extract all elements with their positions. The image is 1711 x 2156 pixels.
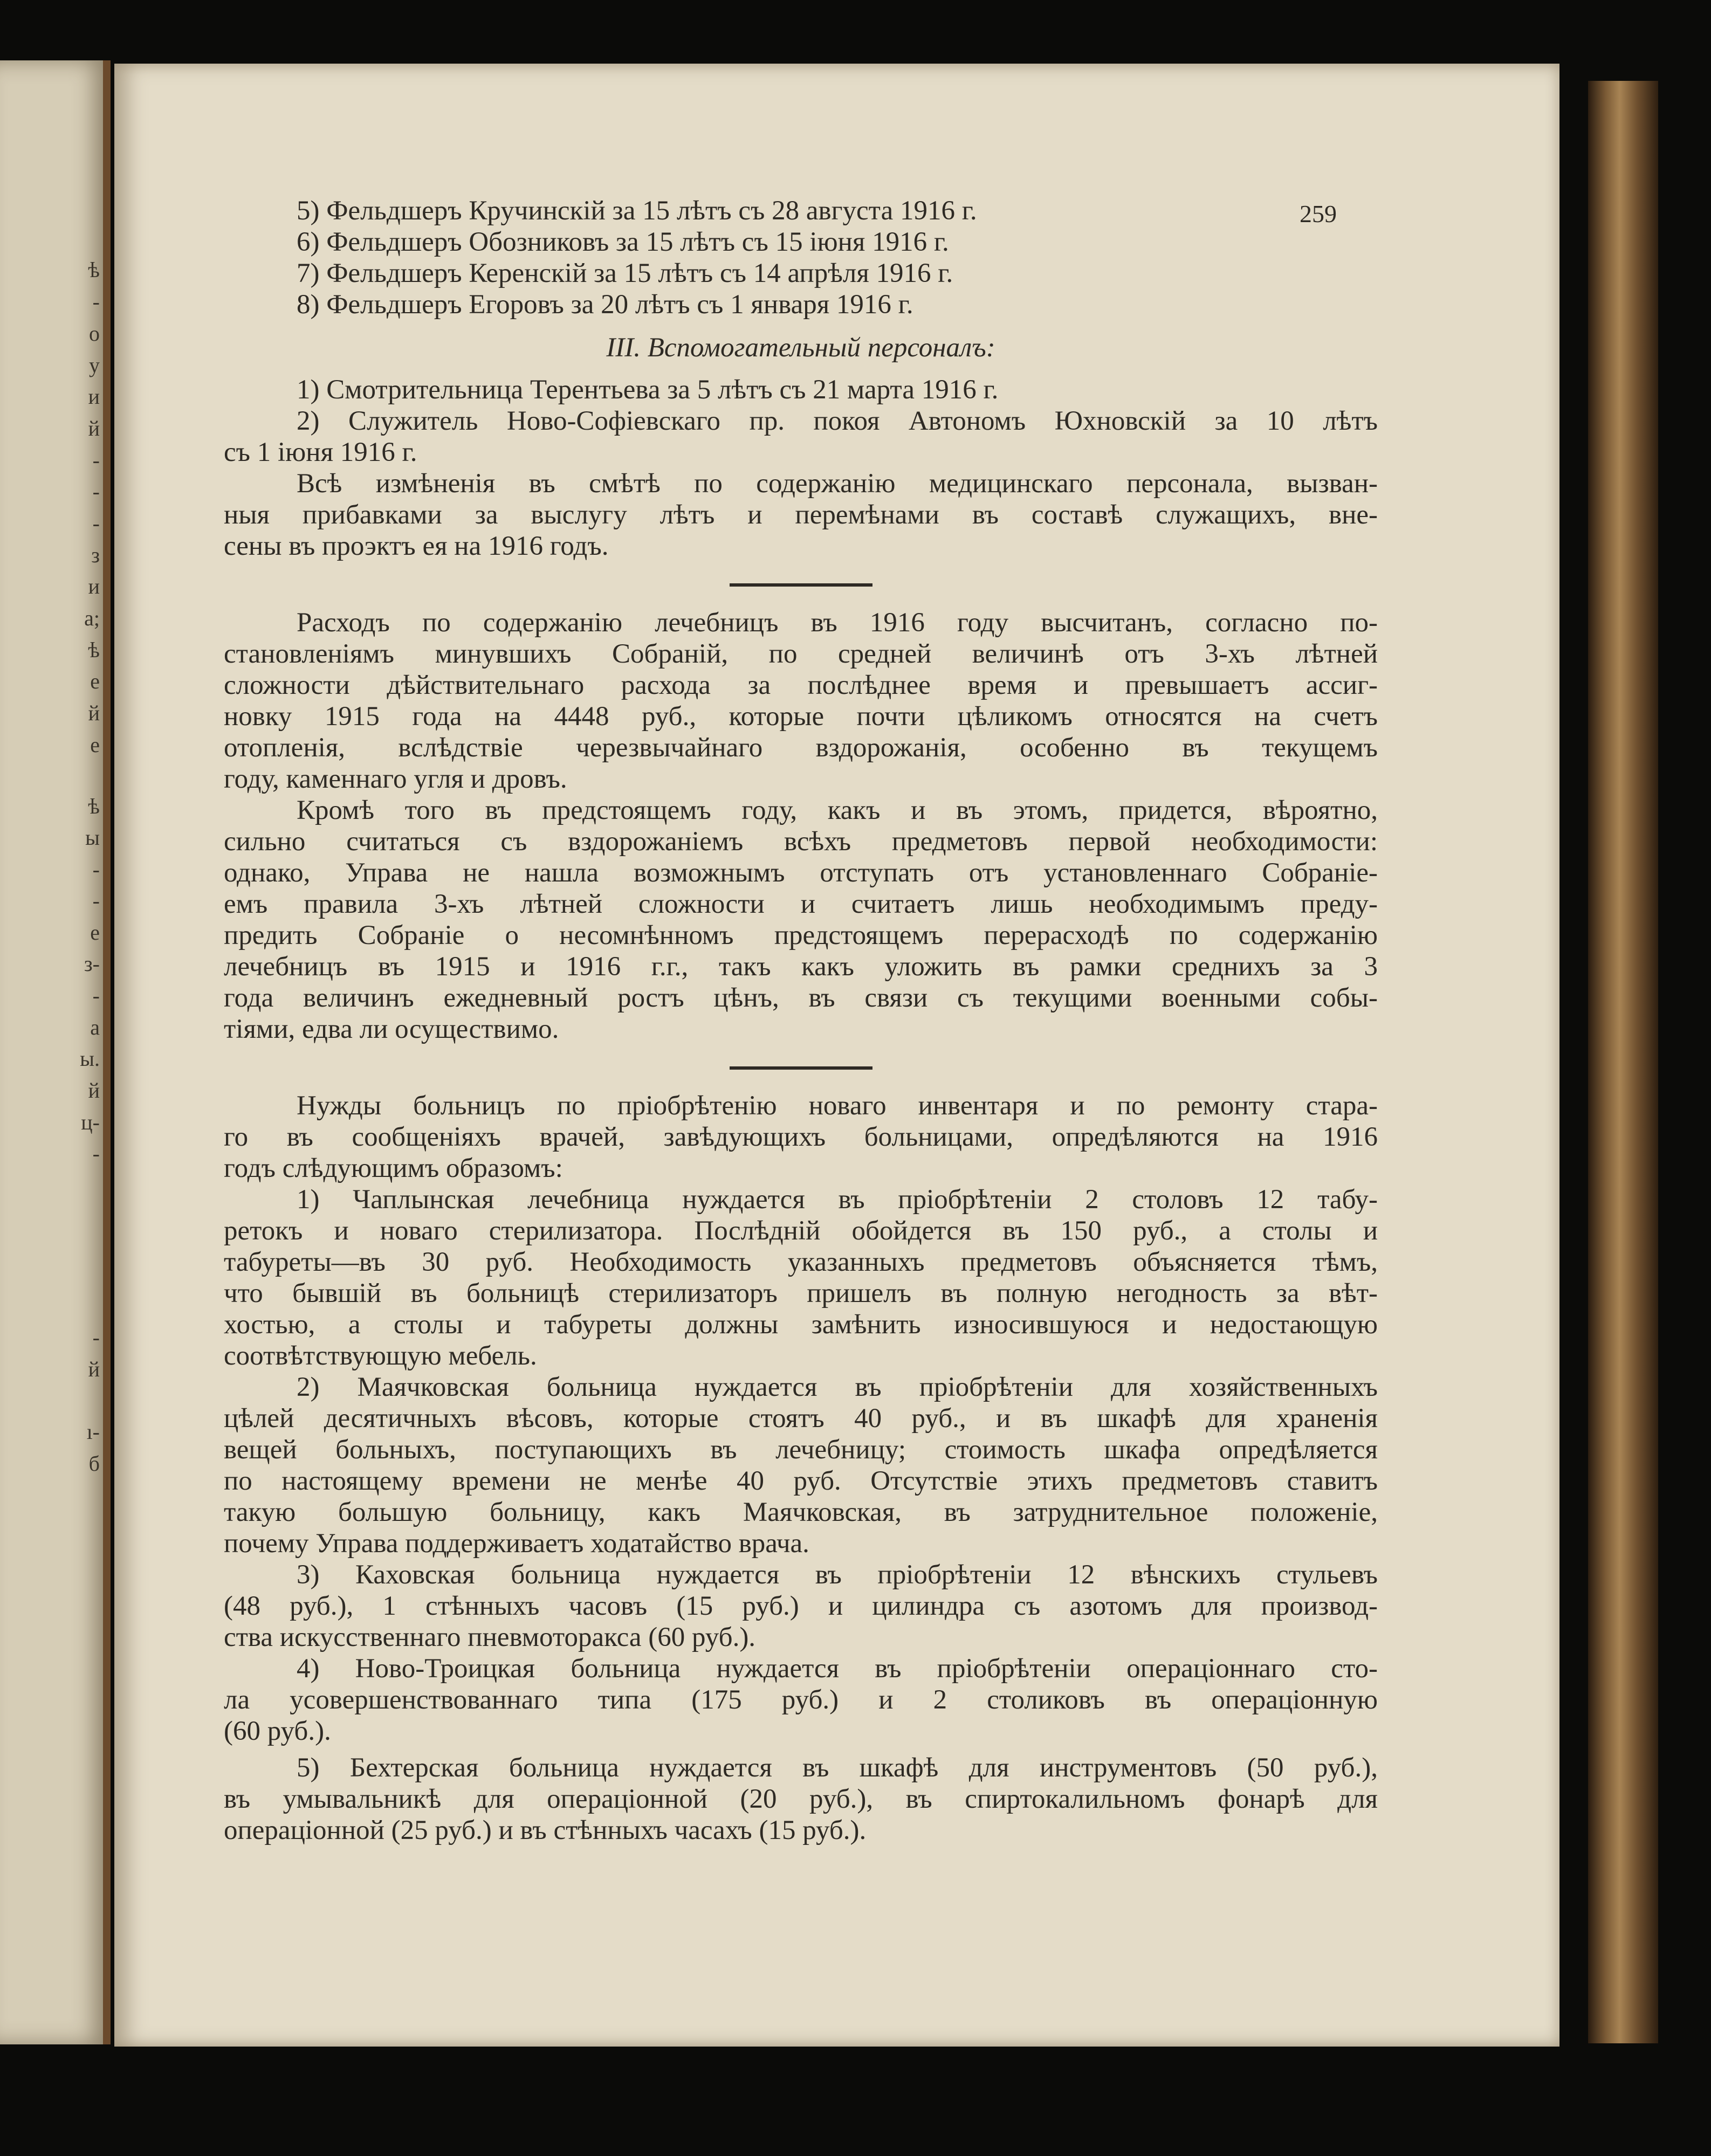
text-line: табуреты—въ 30 руб. Необходимость указанныхъ предметовъ объясняется тѣмъ,	[224, 1247, 1378, 1277]
margin-char: ѣ	[88, 638, 100, 662]
left-page-spine-edge	[103, 60, 111, 2044]
margin-char: и	[88, 384, 100, 409]
left-page-edge	[0, 60, 111, 2044]
list-item: 6) Фельдшеръ Обозниковъ за 15 лѣтъ съ 15 іюня 1916 г.	[297, 227, 949, 257]
text-line: по настоящему времени не менѣе 40 руб. Отсутствіе этихъ предметовъ ставитъ	[224, 1466, 1378, 1496]
text-line: 3) Каховская больница нуждается въ пріобрѣтеніи 12 вѣнскихъ стульевъ	[297, 1560, 1378, 1590]
margin-char: у	[89, 353, 100, 377]
text-line: Кромѣ того въ предстоящемъ году, какъ и въ этомъ, придется, вѣроятно,	[297, 795, 1378, 825]
text-line: 2) Маячковская больница нуждается въ пріобрѣтеніи для хозяйственныхъ	[297, 1372, 1378, 1402]
section-divider	[730, 583, 872, 587]
list-item: съ 1 іюня 1916 г.	[224, 437, 417, 467]
text-line: сильно считаться съ вздорожаніемъ всѣхъ предметовъ первой необходимости:	[224, 826, 1378, 857]
paragraph-staff-changes	[224, 468, 1378, 562]
margin-char: -	[92, 1325, 100, 1349]
margin-char: ы.	[80, 1046, 100, 1071]
text-line: соотвѣтствующую мебель.	[224, 1341, 537, 1371]
text-line: ла усовершенствованнаго типа (175 руб.) и 2 столиковъ въ операціонную	[224, 1685, 1378, 1715]
text-line: что бывшій въ больницѣ стерилизаторъ пришелъ въ полную негодность за вѣт-	[224, 1278, 1378, 1308]
margin-char: о	[89, 321, 100, 346]
text-line: сложности дѣйствительнаго расхода за послѣднее время и превышаетъ ассиг-	[224, 670, 1378, 700]
text-line: Расходъ по содержанію лечебницъ въ 1916 году высчитанъ, согласно по-	[297, 608, 1378, 638]
margin-char: -	[92, 857, 100, 881]
text-line: годъ слѣдующимъ образомъ:	[224, 1153, 563, 1183]
list-item: 7) Фельдшеръ Керенскій за 15 лѣтъ съ 14 апрѣля 1916 г.	[297, 258, 953, 288]
needs-item-3	[224, 1559, 1378, 1653]
margin-char: а	[90, 1015, 100, 1039]
margin-char: з-	[84, 952, 100, 976]
text-line: 1) Чаплынская лечебница нуждается въ пріобрѣтеніи 2 столовъ 12 табу-	[297, 1184, 1378, 1215]
margin-char: й	[88, 416, 100, 440]
text-line: 5) Бехтерская больница нуждается въ шкафѣ для инструментовъ (50 руб.),	[297, 1753, 1378, 1783]
spacer	[224, 1747, 1378, 1752]
margin-char: е	[90, 669, 100, 693]
text-line: (60 руб.).	[224, 1716, 331, 1746]
section-divider	[730, 1066, 872, 1070]
list-item: 8) Фельдшеръ Егоровъ за 20 лѣтъ съ 1 января 1916 г.	[297, 290, 913, 320]
margin-char: е	[90, 920, 100, 945]
text-line: сены въ проэктъ ея на 1916 годъ.	[224, 531, 609, 561]
margin-char: -	[92, 1141, 100, 1166]
margin-char: ц-	[81, 1110, 100, 1134]
list-item: 5) Фельдшеръ Кручинскій за 15 лѣтъ съ 28 августа 1916 г.	[297, 196, 977, 226]
margin-char: з	[91, 543, 100, 567]
text-line: становленіямъ минувшихъ Собраній, по средней величинѣ отъ 3-хъ лѣтней	[224, 639, 1378, 669]
text-line: цѣлей десятичныхъ вѣсовъ, которые стоятъ 40 руб., и въ шкафѣ для храненія	[224, 1403, 1378, 1434]
margin-char: -	[92, 511, 100, 535]
book-binding	[1588, 81, 1658, 2043]
text-line: ства искусственнаго пневмоторакса (60 руб.).	[224, 1622, 756, 1652]
text-line: году, каменнаго угля и дровъ.	[224, 764, 567, 794]
margin-char: -	[92, 479, 100, 504]
text-line: почему Управа поддерживаетъ ходатайство врача.	[224, 1528, 809, 1559]
text-line: отопленія, вслѣдствіе черезвычайнаго вздорожанія, особенно въ текущемъ	[224, 733, 1378, 763]
text-line: новку 1915 года на 4448 руб., которые почти цѣликомъ относятся на счетъ	[224, 701, 1378, 732]
text-line: операціонной (25 руб.) и въ стѣнныхъ часахъ (15 руб.).	[224, 1815, 867, 1845]
text-line: хостью, а столы и табуреты должны замѣнить износившуюся и недостающую	[224, 1310, 1378, 1340]
list-item: 1) Смотрительница Терентьева за 5 лѣтъ съ 21 марта 1916 г.	[297, 375, 999, 405]
margin-char: -	[92, 290, 100, 314]
needs-item-2	[224, 1372, 1378, 1559]
text-line: предить Собраніе о несомнѣнномъ предстоящемъ перерасходѣ по содержанію	[224, 920, 1378, 950]
margin-char: ѣ	[88, 258, 100, 282]
page-body	[224, 195, 1378, 1846]
page-number: 259	[1300, 200, 1337, 228]
margin-char: -	[92, 983, 100, 1008]
margin-char: й	[88, 1078, 100, 1103]
text-line: лечебницъ въ 1915 и 1916 г.г., такъ какъ уложить въ рамки среднихъ за 3	[224, 952, 1378, 982]
section-heading: III. Вспомогательный персоналъ:	[606, 333, 995, 363]
text-line: емъ правила 3-хъ лѣтней сложности и считаетъ лишь необходимымъ преду-	[224, 889, 1378, 919]
text-line: Нужды больницъ по пріобрѣтенію новаго инвентаря и по ремонту стара-	[297, 1091, 1378, 1121]
margin-char: ы	[85, 825, 100, 850]
margin-char: б	[88, 1451, 100, 1476]
needs-item-5	[224, 1752, 1378, 1846]
list-item: 2) Служитель Ново-Софіевскаго пр. покоя Автономъ Юхновскій за 10 лѣтъ	[297, 406, 1378, 436]
left-page-margin-text	[67, 60, 100, 2044]
text-line: ныя прибавками за выслугу лѣтъ и перемѣнами въ составѣ служащихъ, вне-	[224, 500, 1378, 530]
margin-char: е	[90, 733, 100, 757]
margin-char: а;	[84, 606, 100, 630]
text-line: однако, Управа не нашла возможнымъ отступать отъ установленнаго Собраніе-	[224, 858, 1378, 888]
text-line: (48 руб.), 1 стѣнныхъ часовъ (15 руб.) и цилиндра съ азотомъ для производ-	[224, 1591, 1378, 1621]
paragraph-besides	[224, 795, 1378, 1045]
margin-char: и	[88, 574, 100, 598]
text-line: Всѣ измѣненія въ смѣтѣ по содержанію медицинскаго персонала, вызван-	[297, 469, 1378, 499]
text-line: тіями, едва ли осуществимо.	[224, 1014, 559, 1044]
text-line: въ умывальникѣ для операціонной (20 руб.), въ спиртокалильномъ фонарѣ для	[224, 1784, 1378, 1814]
margin-char: й	[88, 701, 100, 725]
paragraph-needs	[224, 1090, 1378, 1184]
margin-char: -	[92, 888, 100, 913]
paragraph-expense	[224, 607, 1378, 795]
text-line: года величинъ ежедневный ростъ цѣнъ, въ связи съ текущими военными собы-	[224, 983, 1378, 1013]
text-line: такую большую больницу, какъ Маячковская, въ затруднительное положеніе,	[224, 1497, 1378, 1527]
margin-char: ı-	[86, 1420, 100, 1444]
needs-item-4	[224, 1653, 1378, 1747]
text-line: 4) Ново-Троицкая больница нуждается въ пріобрѣтеніи операціоннаго сто-	[297, 1654, 1378, 1684]
text-line: го въ сообщеніяхъ врачей, завѣдующихъ больницами, опредѣляются на 1916	[224, 1122, 1378, 1152]
margin-char: й	[88, 1357, 100, 1381]
needs-item-1	[224, 1184, 1378, 1372]
text-line: вещей больныхъ, поступающихъ въ лечебницу; стоимость шкафа опредѣляется	[224, 1435, 1378, 1465]
margin-char: -	[92, 448, 100, 472]
margin-char: ѣ	[88, 794, 100, 818]
text-line: ретокъ и новаго стерилизатора. Послѣдній обойдется въ 150 руб., а столы и	[224, 1216, 1378, 1246]
